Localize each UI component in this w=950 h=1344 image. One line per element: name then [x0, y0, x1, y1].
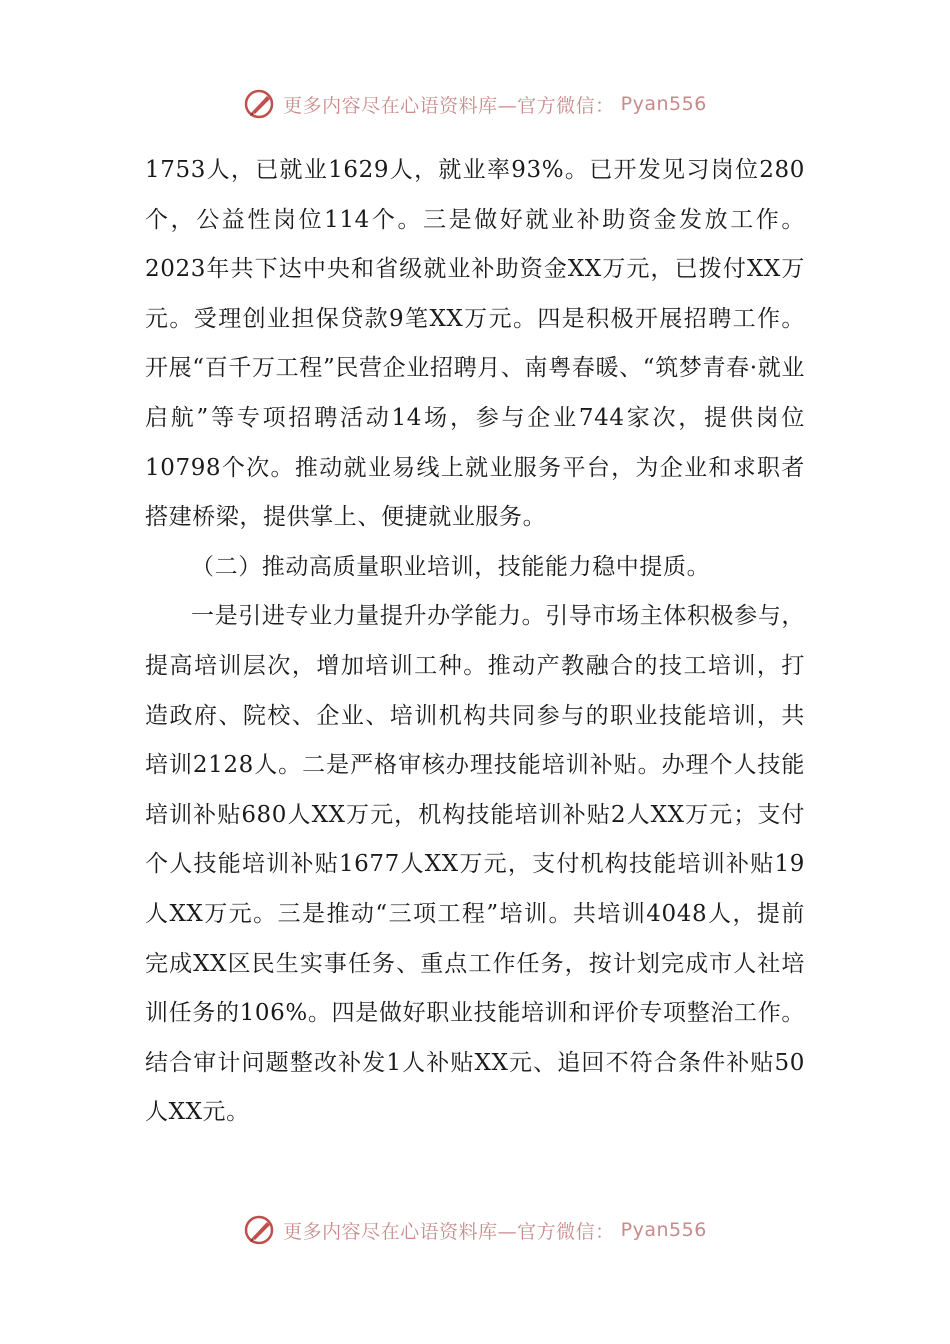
watermark-text: 更多内容尽在心语资料库—官方微信： — [283, 94, 615, 117]
document-body — [145, 146, 805, 1138]
pen-logo-icon — [243, 1213, 277, 1247]
pen-logo-icon — [243, 87, 277, 121]
watermark-handle: Pyan556 — [620, 1219, 707, 1241]
paragraph-vocational-training: 一是引进专业力量提升办学能力。引导市场主体积极参与，提高培训层次，增加培训工种。推动产教融合的技工培训，打造政府、院校、企业、培训机构共同参与的职业技能培训，共培训2128人。二是严格审核办理技能培训补贴。办理个人技能培训补贴680人XX万元，机构技能培训补贴2人XX万元；支付个人技能培训补贴1677人XX万元，支付机构技能培训补贴19人XX万元。三是推动“三项工程”培训。共培训4048人，提前完成XX区民生实事任务、重点工作任务，按计划完成市人社培训任务的106%。四是做好职业技能培训和评价专项整治工作。结合审计问题整改补发1人补贴XX元、追回不符合条件补贴50人XX元。 — [145, 603, 805, 1126]
watermark-text: 更多内容尽在心语资料库—官方微信： — [283, 1220, 615, 1243]
watermark-handle: Pyan556 — [620, 93, 707, 115]
paragraph-employment-continued: 1753人，已就业1629人，就业率93%。已开发见习岗位280个，公益性岗位114个。三是做好就业补助资金发放工作。2023年共下达中央和省级就业补助资金XX万元，已拨付XX万元。受理创业担保贷款9笔XX万元。四是积极开展招聘工作。开展“百千万工程”民营企业招聘月、南粤春暖、“筑梦青春·就业启航”等专项招聘活动14场，参与企业744家次，提供岗位10798个次。推动就业易线上就业服务平台，为企业和求职者搭建桥梁，提供掌上、便捷就业服务。 — [145, 157, 805, 531]
footer-watermark — [0, 1210, 950, 1250]
header-watermark — [0, 84, 950, 124]
section-heading-vocational-training: （二）推动高质量职业培训，技能能力稳中提质。 — [191, 553, 711, 580]
